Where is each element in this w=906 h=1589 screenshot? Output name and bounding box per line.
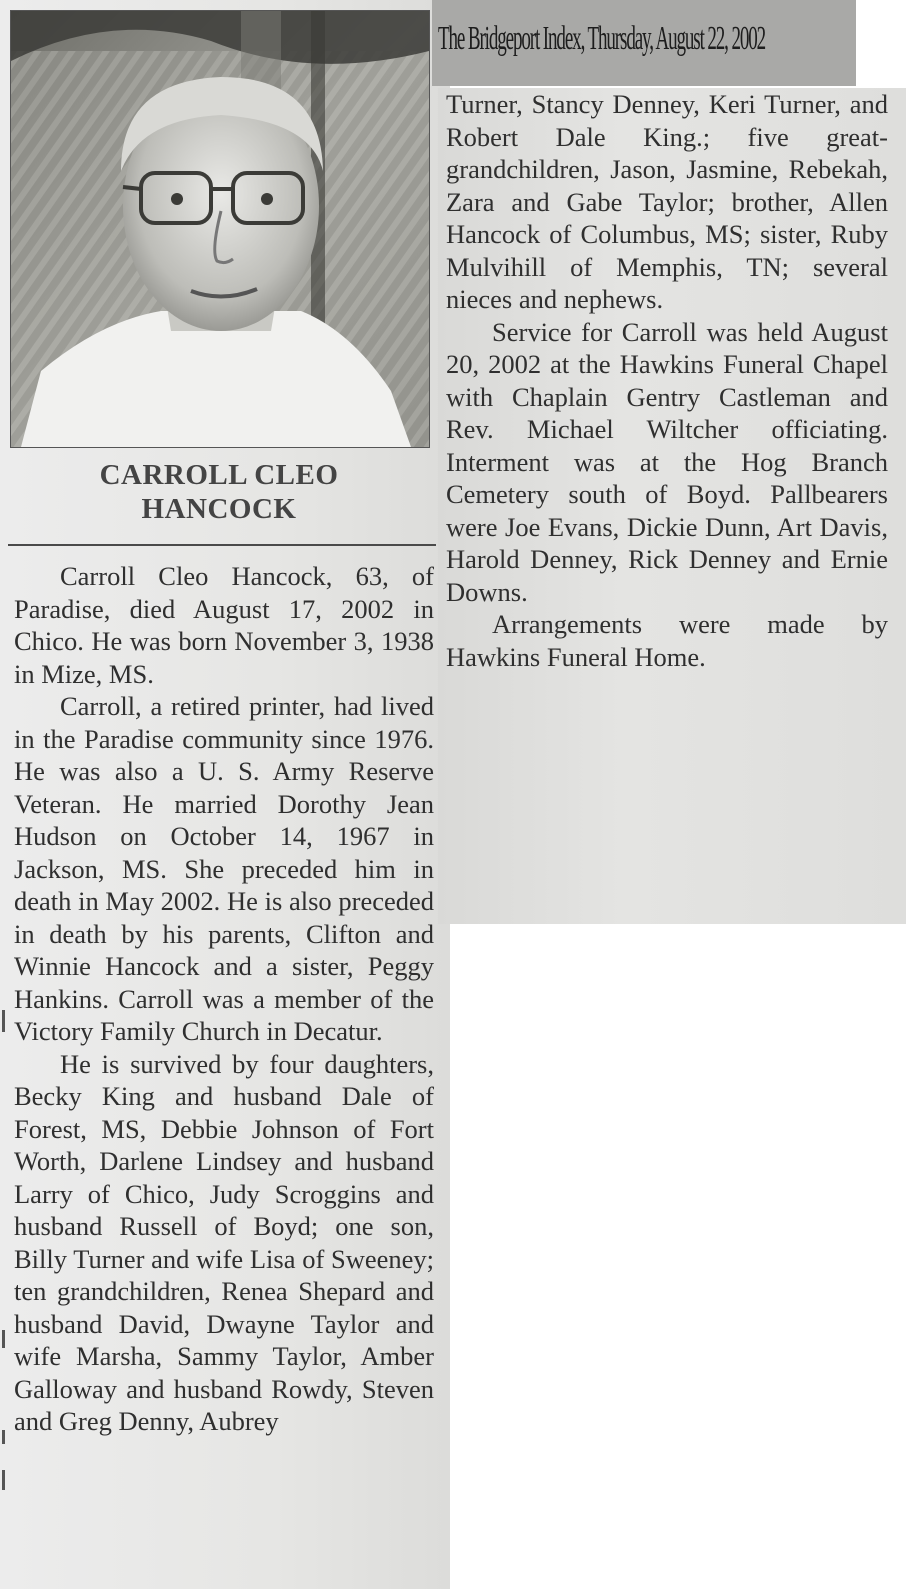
paragraph-6: Arrangements were made by Hawkins Funeral Home. [446,609,888,672]
headline-line-1: CARROLL CLEO [99,459,339,491]
left-column [14,560,434,1438]
masthead-text: The Bridgeport Index, Thursday, August 22, 2002 [438,20,766,57]
portrait-photo [10,10,430,448]
paragraph-3: He is survived by four daughters, Becky King and husband Dale of Forest, MS, Debbie Johnson of Fort Worth, Darlene Lindsey and husband Larry of Chico, Judy Scroggins and husband Russell of Boyd; one son, Billy Turner and wife Lisa of Sweeney; ten grandchildren, Renea Shepard and husband David, Dwayne Taylor and wife Marsha, Sammy Taylor, Amber Galloway and husband Rowdy, Steven and Greg Denny, Aubrey [14,1048,434,1436]
paragraph-4: Turner, Stancy Denney, Keri Turner, and Robert Dale King.; five great-grandchildren, Jason, Jasmine, Rebekah, Zara and Gabe Taylor; brother, Allen Hancock of Columbus, MS; sister, Ruby Mulvihill of Memphis, TN; several nieces and nephews. [446,89,888,314]
headline-line-2: HANCOCK [141,493,297,525]
headline-rule [8,544,436,546]
edge-marks [0,1010,8,1570]
paragraph-1: Carroll Cleo Hancock, 63, of Paradise, died August 17, 2002 in Chico. He was born November 3, 1938 in Mize, MS. [14,561,434,689]
paragraph-2: Carroll, a retired printer, had lived in the Paradise community since 1976. He was also a U. S. Army Reserve Veteran. He married Dorothy Jean Hudson on October 14, 1967 in Jackson, MS. She preceded him in death in May 2002. He is also preceded in death by his parents, Clifton and Winnie Hancock and a sister, Peggy Hankins. Carroll was a member of the Victory Family Church in Decatur. [14,691,434,1046]
masthead [432,0,856,86]
paragraph-5: Service for Carroll was held August 20, 2002 at the Hawkins Funeral Chapel with Chaplain Gentry Castleman and Rev. Michael Wiltcher officiating. Interment was at the Hog Branch Cemetery south of Boyd. Pallbearers were Joe Evans, Dickie Dunn, Art Davis, Harold Denney, Rick Denney and Ernie Downs. [446,316,888,607]
right-column [446,88,888,673]
headline [10,458,428,526]
